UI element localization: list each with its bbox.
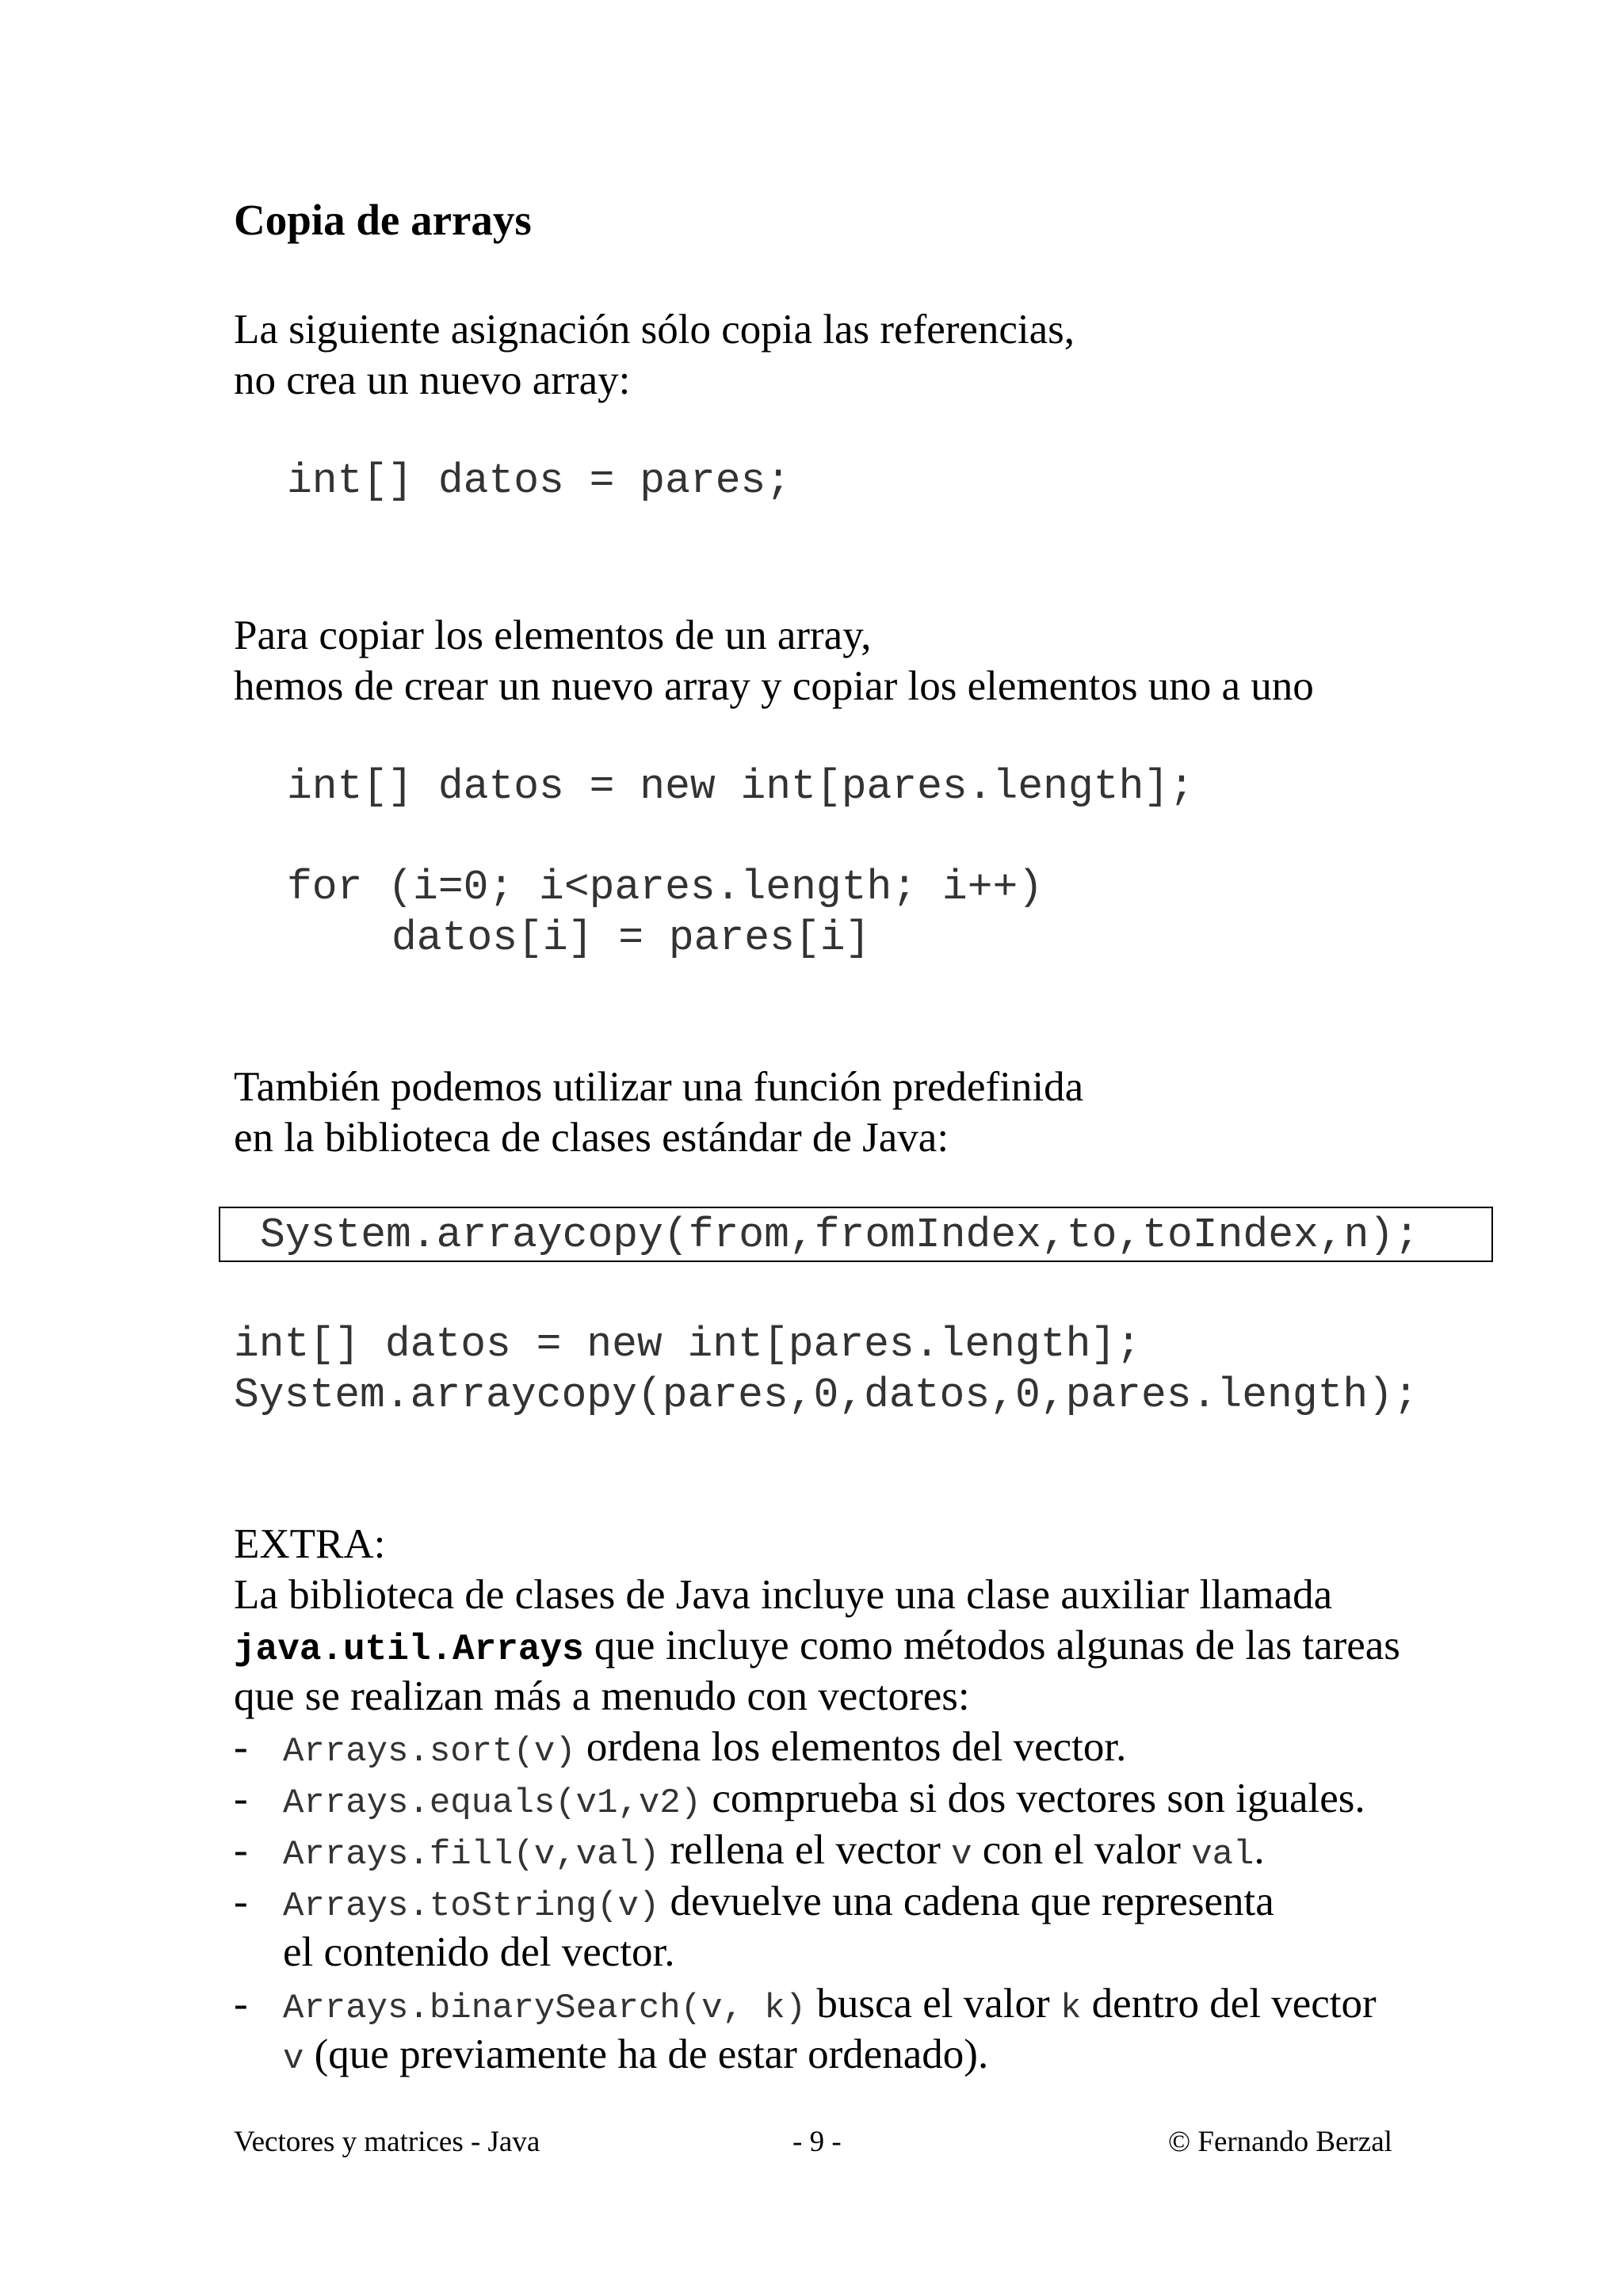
code-line: int[] datos = pares; xyxy=(287,457,792,505)
paragraph-line: Para copiar los elementos de un array, xyxy=(234,612,872,658)
code-line: int[] datos = new int[pares.length]; xyxy=(287,763,1194,810)
class-name-code: java.util.Arrays xyxy=(234,1629,584,1670)
list-item: Arrays.fill(v,val) rellena el vector v con el valor val. xyxy=(283,1827,1265,1875)
paragraph-line: no crea un nuevo array: xyxy=(234,357,631,403)
footer-right: © Fernando Berzal xyxy=(1168,2126,1392,2158)
paragraph-line: La biblioteca de clases de Java incluye una clase auxiliar llamada xyxy=(234,1572,1333,1618)
list-item-continuation: el contenido del vector. xyxy=(283,1929,675,1975)
list-item: Arrays.sort(v) ordena los elementos del vector. xyxy=(283,1724,1127,1772)
section-title: Copia de arrays xyxy=(234,196,532,244)
code-line: for (i=0; i<pares.length; i++) xyxy=(287,864,1044,911)
bullet-dash: - xyxy=(234,1878,248,1924)
method-code: Arrays.sort(v) xyxy=(283,1732,576,1772)
list-item-continuation: v (que previamente ha de estar ordenado). xyxy=(283,2031,989,2079)
bullet-dash: - xyxy=(234,1827,248,1873)
paragraph-line: hemos de crear un nuevo array y copiar los elementos uno a uno xyxy=(234,663,1314,709)
paragraph-line: que se realizan más a menudo con vectores: xyxy=(234,1673,970,1719)
bullet-dash: - xyxy=(234,1724,248,1770)
code-line: System.arraycopy(pares,0,datos,0,pares.length); xyxy=(234,1371,1419,1419)
code-line: System.arraycopy(from,fromIndex,to,toIndex,n); xyxy=(260,1211,1420,1259)
code-line: datos[i] = pares[i] xyxy=(391,914,871,962)
footer-left: Vectores y matrices - Java xyxy=(234,2126,540,2158)
paragraph-line: en la biblioteca de clases estándar de Java: xyxy=(234,1115,949,1161)
page-number: - 9 - xyxy=(792,2126,842,2158)
bullet-dash: - xyxy=(234,1981,248,2027)
code-box xyxy=(219,1207,1493,1262)
list-item: Arrays.toString(v) devuelve una cadena que representa xyxy=(283,1878,1274,1926)
paragraph-line: También podemos utilizar una función predefinida xyxy=(234,1064,1084,1110)
method-code: Arrays.toString(v) xyxy=(283,1886,660,1926)
method-code: Arrays.fill(v,val) xyxy=(283,1835,660,1875)
list-item: Arrays.binarySearch(v, k) busca el valor k dentro del vector xyxy=(283,1981,1377,2028)
code-line: int[] datos = new int[pares.length]; xyxy=(234,1321,1141,1368)
list-item: Arrays.equals(v1,v2) comprueba si dos vectores son iguales. xyxy=(283,1775,1365,1823)
extra-heading: EXTRA: xyxy=(234,1521,386,1567)
paragraph-line: java.util.Arrays que incluye como métodos algunas de las tareas xyxy=(234,1623,1400,1670)
method-code: Arrays.equals(v1,v2) xyxy=(283,1783,702,1823)
bullet-dash: - xyxy=(234,1775,248,1821)
method-code: Arrays.binarySearch(v, k) xyxy=(283,1989,807,2028)
paragraph-line: La siguiente asignación sólo copia las referencias, xyxy=(234,307,1075,353)
